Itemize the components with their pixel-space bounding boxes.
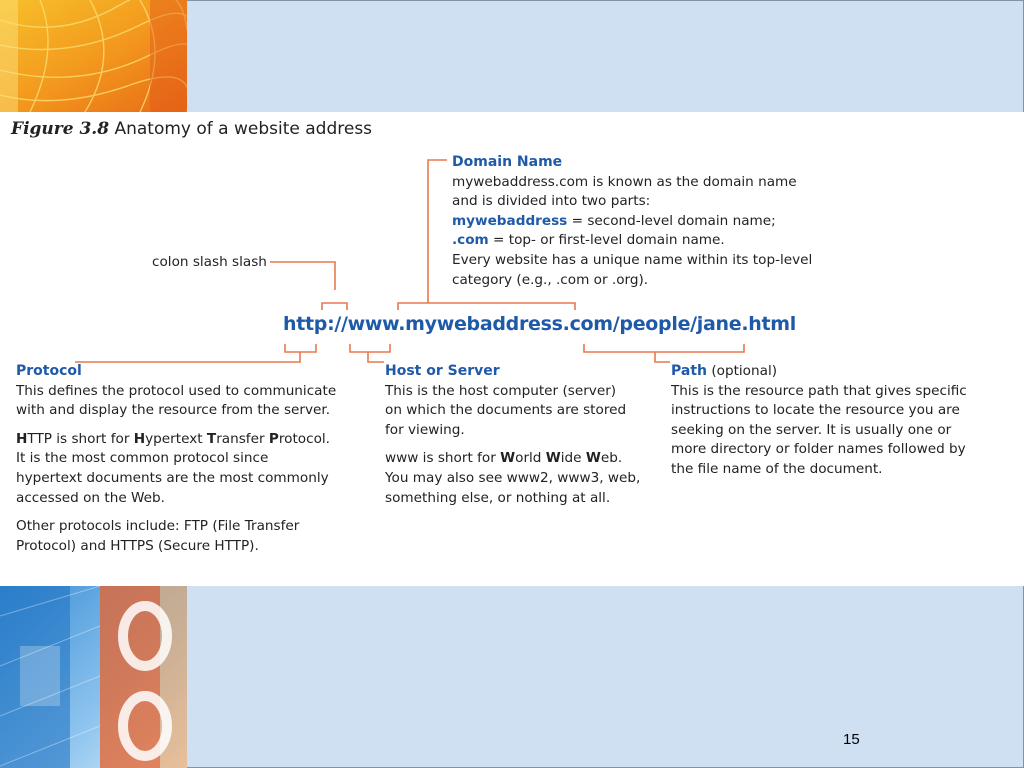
domain-line-4 (452, 231, 812, 251)
decorative-image-bottom (0, 586, 187, 768)
second-level-term: mywebaddress (452, 212, 568, 229)
protocol-p2-line-3: hypertext documents are the most commonly (16, 469, 329, 486)
figure-number: Figure 3.8 (11, 119, 110, 139)
host-p2-line-1: www is short for World Wide Web. (385, 450, 623, 467)
domain-line-2: and is divided into two parts: (452, 193, 651, 210)
path-line-4: more directory or folder names followed by (671, 441, 966, 458)
host-p2-line-3: something else, or nothing at all. (385, 489, 611, 506)
domain-line-5: Every website has a unique name within its top-level (452, 251, 813, 268)
connector-colon-slash-slash (270, 262, 335, 290)
example-url: http://www.mywebaddress.com/people/jane.html (283, 313, 796, 335)
top-level-term: .com (452, 232, 489, 249)
domain-line-1: mywebaddress.com is known as the domain name (452, 173, 797, 190)
top-level-desc: = top- or first-level domain name. (488, 232, 725, 249)
decorative-image-top (0, 0, 187, 112)
path-line-1: This is the resource path that gives specific (671, 382, 967, 399)
domain-name-heading: Domain Name (452, 154, 563, 170)
bracket-domain-name (398, 303, 575, 310)
bracket-colon-slash-slash (322, 303, 347, 310)
host-heading: Host or Server (385, 363, 500, 379)
connector-domain-name (428, 160, 447, 303)
path-line-3: seeking on the server. It is usually one or (671, 421, 952, 438)
protocol-heading: Protocol (16, 363, 82, 379)
page-number: 15 (843, 731, 860, 748)
connector-path (655, 352, 670, 362)
figure-panel (0, 112, 1024, 586)
path-callout (671, 362, 967, 480)
host-p1-line-2: on which the documents are stored (385, 402, 627, 419)
protocol-p2-line-2: It is the most common protocol since (16, 450, 269, 467)
path-line-2: instructions to locate the resource you are (671, 402, 960, 419)
host-p1-line-1: This is the host computer (server) (385, 382, 617, 399)
bracket-path (584, 344, 744, 352)
connector-protocol (75, 352, 300, 362)
path-heading-line (671, 362, 967, 382)
path-heading: Path (671, 363, 707, 379)
host-callout (385, 362, 640, 508)
protocol-p1-line-2: with and display the resource from the server. (16, 402, 331, 419)
bracket-host (350, 344, 390, 352)
domain-line-6: category (e.g., .com or .org). (452, 271, 649, 288)
figure-title-text: Anatomy of a website address (114, 119, 373, 139)
domain-name-callout (452, 153, 812, 290)
protocol-p1-line-1: This defines the protocol used to communicate (16, 382, 337, 399)
bracket-protocol (285, 344, 316, 352)
path-line-5: the file name of the document. (671, 460, 883, 477)
protocol-callout (16, 362, 336, 556)
protocol-p3-line-2: Protocol) and HTTPS (Secure HTTP). (16, 537, 259, 554)
second-level-desc: = second-level domain name; (567, 212, 776, 229)
host-p1-line-3: for viewing. (385, 421, 465, 438)
protocol-p2-line-4: accessed on the Web. (16, 489, 165, 506)
path-heading-suffix: (optional) (707, 363, 778, 379)
protocol-p3-line-1: Other protocols include: FTP (File Transfer (16, 518, 300, 535)
domain-line-3 (452, 212, 812, 232)
connector-host (368, 352, 384, 362)
host-p2-line-2: You may also see www2, www3, web, (385, 469, 641, 486)
colon-slash-slash-label: colon slash slash (152, 254, 267, 270)
protocol-p2-line-1: HTTP is short for Hypertext Transfer Protocol. (16, 430, 330, 447)
